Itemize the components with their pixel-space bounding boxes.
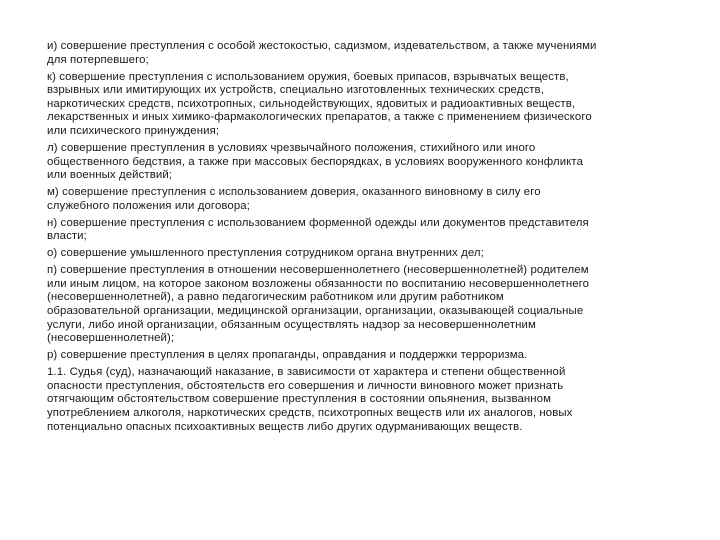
text-line: (несовершеннолетней), а равно педагогическим работником или другим работником — [47, 291, 504, 304]
paragraph-k — [47, 71, 687, 139]
text-line: н) совершение преступления с использованием форменной одежды или документов представителя — [47, 216, 589, 229]
text-line: или военных действий; — [47, 169, 173, 182]
paragraph-i — [47, 40, 687, 67]
text-line: или психического принуждения; — [47, 124, 220, 137]
document-body — [47, 40, 687, 438]
text-line: взрывных или имитирующих их устройств, специально изготовленных технических средств, — [47, 84, 544, 97]
paragraph-r — [47, 349, 687, 363]
text-line: общественного бедствия, а также при массовых беспорядках, в условиях вооруженного конфликта — [47, 155, 584, 168]
paragraph-m — [47, 186, 687, 213]
text-line: власти; — [47, 230, 87, 243]
text-line: образовательной организации, медицинской организации, организации, оказывающей социальные — [47, 305, 584, 318]
text-line: отягчающим обстоятельством совершение преступления в состоянии опьянения, вызванном — [47, 393, 552, 406]
text-line: употреблением алкоголя, наркотических средств, психотропных веществ или их аналогов, новых — [47, 406, 573, 419]
text-line: наркотических средств, психотропных, сильнодействующих, ядовитых и радиоактивных веществ, — [47, 97, 576, 110]
paragraph-o — [47, 247, 687, 261]
text-line: к) совершение преступления с использованием оружия, боевых припасов, взрывчатых веществ, — [47, 70, 569, 83]
paragraph-l — [47, 142, 687, 183]
text-line: и) совершение преступления с особой жестокостью, садизмом, издевательством, а также мучениями — [47, 40, 597, 52]
text-line: м) совершение преступления с использованием доверия, оказанного виновному в силу его — [47, 186, 541, 199]
text-line: л) совершение преступления в условиях чрезвычайного положения, стихийного или иного — [47, 141, 536, 154]
text-line: о) совершение умышленного преступления сотрудником органа внутренних дел; — [47, 247, 484, 260]
paragraph-1-1 — [47, 366, 687, 434]
text-line: опасности преступления, обстоятельств его совершения и личности виновного может признать — [47, 379, 564, 392]
paragraph-p — [47, 264, 687, 346]
text-line: (несовершеннолетней); — [47, 332, 175, 345]
text-line: п) совершение преступления в отношении несовершеннолетнего (несовершеннолетней) родителем — [47, 264, 589, 277]
text-line: потенциально опасных психоактивных веществ либо других одурманивающих веществ. — [47, 420, 523, 433]
text-line: для потерпевшего; — [47, 53, 149, 66]
text-line: служебного положения или договора; — [47, 199, 250, 212]
text-line: р) совершение преступления в целях пропаганды, оправдания и поддержки терроризма. — [47, 349, 528, 362]
paragraph-n — [47, 217, 687, 244]
text-line: или иным лицом, на которое законом возложены обязанности по воспитанию несовершеннолетнего — [47, 277, 590, 290]
text-line: лекарственных и иных химико-фармакологических препаратов, а также с применением физического — [47, 111, 592, 124]
text-line: услуги, либо иной организации, обязанным осуществлять надзор за несовершеннолетним — [47, 318, 536, 331]
text-line: 1.1. Судья (суд), назначающий наказание, в зависимости от характера и степени общественной — [47, 366, 566, 379]
